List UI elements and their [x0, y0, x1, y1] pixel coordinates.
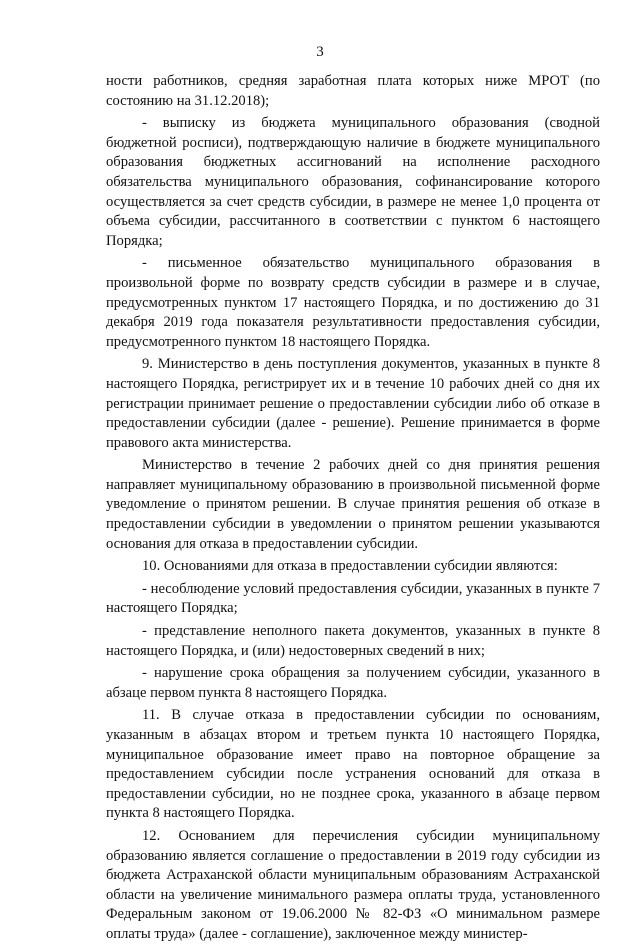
paragraph-10: 11. В случае отказа в предоставлении субсидии по основаниям, указанным в абзацах втором и третьем пункта 10 настоящего Порядка, муниципальное образование имеет право на повторное обращение за предоставлением субсидии после устранения оснований для отказа в предоставлении субсидии, но не позднее срока, указанного в абзаце первом пункта 8 настоящего Порядка.: [106, 707, 600, 822]
paragraph-11: 12. Основанием для перечисления субсидии муниципальному образованию является соглашение о предоставлении в 2019 году субсидии из бюджета Астраханской области муниципальным образованиям Астраханской области на увеличение минимального размера оплаты труда, установленного Федеральным законом от 19.06.2000 № 82-ФЗ «О минимальном размере оплаты труда» (далее - соглашение), заключенное между министер-: [106, 827, 600, 942]
paragraph-4: 9. Министерство в день поступления документов, указанных в пункте 8 настоящего Порядка, регистрирует их и в течение 10 рабочих дней со дня их регистрации принимает решение о предоставлении субсидии либо об отказе в предоставлении субсидии (далее - решение). Решение принимается в форме правового акта министерства.: [106, 356, 600, 451]
paragraph-7: - несоблюдение условий предоставления субсидии, указанных в пункте 7 настоящего Порядка;: [106, 580, 600, 617]
paragraph-5: Министерство в течение 2 рабочих дней со дня принятия решения направляет муниципальному образованию в произвольной письменной форме уведомление о принятом решении. В случае принятия решения об отказе в предоставлении субсидии в уведомлении о принятом решении указываются основания для отказа в предоставлении субсидии.: [106, 457, 600, 552]
paragraph-9: - нарушение срока обращения за получением субсидии, указанного в абзаце первом пункта 8 настоящего Порядка.: [106, 665, 600, 701]
document-body: [106, 72, 600, 948]
paragraph-3: - письменное обязательство муниципального образования в произвольной форме по возврату средств субсидии в размере и в случае, предусмотренных пунктом 17 настоящего Порядка, и по достижению до 31 декабря 2019 года показателя результативности предоставления субсидии, предусмотренного пунктом 18 настоящего Порядка.: [106, 255, 600, 350]
paragraph-1: ности работников, средняя заработная плата которых ниже МРОТ (по состоянию на 31.12.2018);: [106, 73, 600, 109]
paragraph-8: - представление неполного пакета документов, указанных в пункте 8 настоящего Порядка, и (или) недостоверных сведений в них;: [106, 623, 600, 659]
page-number: 3: [316, 44, 324, 60]
paragraph-2: - выписку из бюджета муниципального образования (сводной бюджетной росписи), подтверждающую наличие в бюджете муниципального образования бюджетных ассигнований на исполнение расходного обязательства муниципального образования, софинансирование которого осуществляется за счет средств субсидии, в размере не менее 1,0 процента от объема субсидии, рассчитанного в соответствии с пунктом 6 настоящего Порядка;: [106, 115, 600, 249]
paragraph-6: 10. Основаниями для отказа в предоставлении субсидии являются:: [142, 558, 558, 575]
